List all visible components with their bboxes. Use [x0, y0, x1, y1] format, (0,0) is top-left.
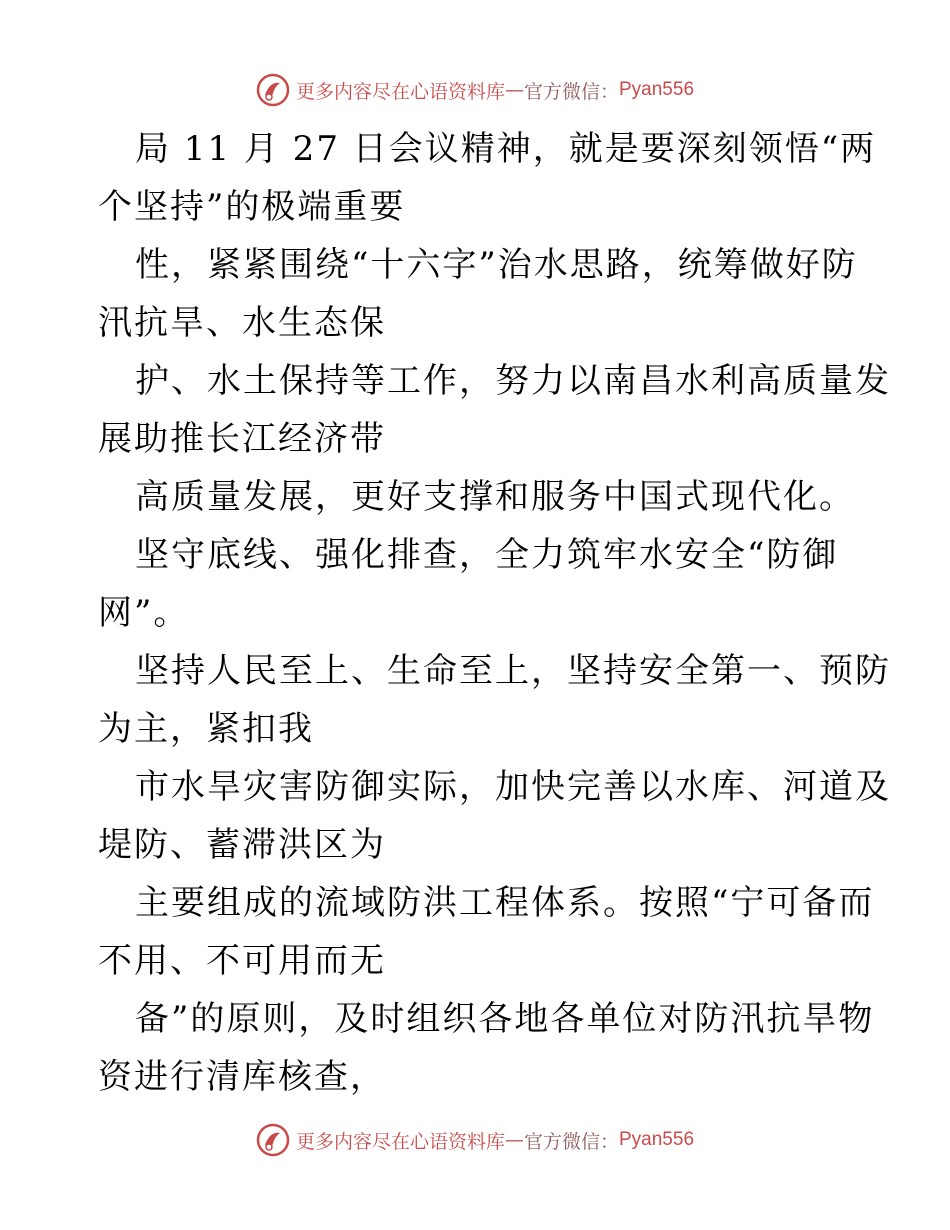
- text-line: 网”。: [98, 593, 190, 633]
- text-line: 展助推长江经济带: [98, 419, 386, 459]
- brand-logo-icon: [256, 1123, 290, 1157]
- text-line: 主要组成的流域防洪工程体系。按照“宁可备而: [135, 883, 875, 923]
- header-watermark: [0, 70, 950, 110]
- text-line: 坚守底线、强化排查，全力筑牢水安全“防御: [135, 535, 839, 575]
- watermark-official-label: 官方微信：: [523, 1130, 619, 1153]
- watermark-dash: —: [504, 1129, 524, 1151]
- document-body: [98, 120, 891, 1106]
- watermark-official-label: 官方微信：: [523, 80, 619, 103]
- watermark-wechat-id: Pyan556: [619, 1129, 695, 1150]
- text-line: 个坚持”的极端重要: [98, 187, 406, 227]
- text-line: 为主，紧扣我: [98, 709, 314, 749]
- text-line: 资进行清库核查，: [98, 1057, 386, 1097]
- watermark-brand-text: 更多内容尽在心语资料库: [295, 1130, 505, 1153]
- text-line: 高质量发展，更好支撑和服务中国式现代化。: [135, 477, 855, 517]
- footer-watermark: [0, 1120, 950, 1160]
- text-line: 不用、不可用而无: [98, 941, 386, 981]
- text-line: 堤防、蓄滞洪区为: [98, 825, 386, 865]
- text-line: 性，紧紧围绕“十六字”治水思路，统筹做好防: [135, 245, 858, 285]
- text-line: 护、水土保持等工作，努力以南昌水利高质量发: [135, 361, 891, 401]
- text-line: 备”的原则，及时组织各地各单位对防汛抗旱物: [135, 999, 875, 1039]
- watermark-brand-text: 更多内容尽在心语资料库: [295, 80, 505, 103]
- watermark-dash: —: [504, 79, 524, 101]
- text-line: 局 11 月 27 日会议精神，就是要深刻领悟“两: [135, 129, 877, 169]
- text-line: 汛抗旱、水生态保: [98, 303, 386, 343]
- brand-logo-icon: [256, 73, 290, 107]
- text-line: 坚持人民至上、生命至上，坚持安全第一、预防: [135, 651, 891, 691]
- watermark-wechat-id: Pyan556: [619, 79, 695, 100]
- text-line: 市水旱灾害防御实际，加快完善以水库、河道及: [135, 767, 891, 807]
